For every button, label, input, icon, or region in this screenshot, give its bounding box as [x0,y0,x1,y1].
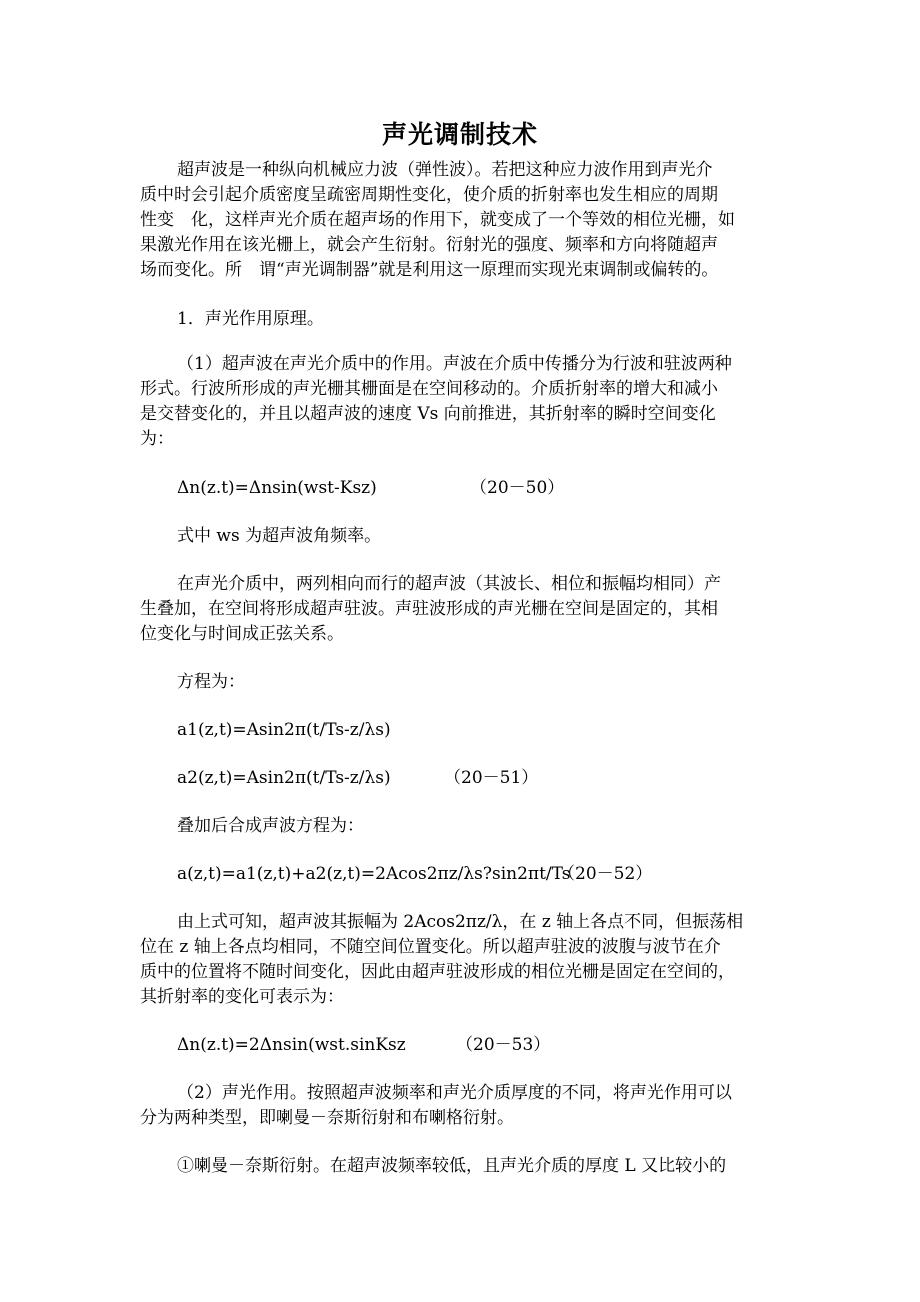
intro-line-2: 质中时会引起介质密度呈疏密周期性变化，使介质的折射率也发生相应的周期 [140,185,718,205]
para2-line-3: 位变化与时间成正弦关系。 [140,624,344,644]
para5-line-1: ①喇曼－奈斯衍射。在超声波频率较低，且声光介质的厚度 L 又比较小的 [177,1156,727,1176]
para1-line-1: （1）超声波在声光介质中的作用。声波在介质中传播分为行波和驻波两种 [177,354,732,374]
equation-a1: a1(z,t)=Asin2π(t/Ts-z/λs) [177,720,391,740]
intro-line-4: 果激光作用在该光栅上，就会产生衍射。衍射光的强度、频率和方向将随超声 [140,235,718,255]
para3-line-1: 由上式可知，超声波其振幅为 2Acos2πz/λ，在 z 轴上各点不同，但振荡相 [177,912,744,932]
para2-line-1: 在声光介质中，两列相向而行的超声波（其波长、相位和振幅均相同）产 [177,574,721,594]
equation-label: 方程为： [177,672,245,692]
intro-line-1: 超声波是一种纵向机械应力波（弹性波）。若把这种应力波作用到声光介 [177,160,713,180]
intro-line-5: 场而变化。所 谓“声光调制器”就是利用这一原理而实现光束调制或偏转的。 [140,260,719,280]
para3-line-2: 位在 z 轴上各点均相同，不随空间位置变化。所以超声驻波的波腹与波节在介 [140,937,721,957]
equation-number-20-52: （20－52） [558,864,653,884]
superpose-label: 叠加后合成声波方程为： [177,816,364,836]
equation-20-50: Δn(z.t)=Δnsin(wst-Ksz) [177,478,377,498]
para1-line-3: 是交替变化的，并且以超声波的速度 Vs 向前推进，其折射率的瞬时空间变化 [140,404,716,424]
section-heading: 1．声光作用原理。 [177,309,324,329]
para4-line-1: （2）声光作用。按照超声波频率和声光介质厚度的不同，将声光作用可以 [177,1083,732,1103]
intro-line-3: 性变 化，这样声光介质在超声场的作用下，就变成了一个等效的相位光栅，如 [140,210,735,230]
para1-line-4: 为： [140,429,174,449]
ws-note: 式中 ws 为超声波角频率。 [177,526,382,546]
para3-line-4: 其折射率的变化可表示为： [140,987,344,1007]
para3-line-3: 质中的位置将不随时间变化，因此由超声驻波形成的相位光栅是固定在空间的， [140,962,735,982]
para1-line-2: 形式。行波所形成的声光栅其栅面是在空间移动的。介质折射率的增大和减小 [140,379,718,399]
equation-number-20-51: （20－51） [444,768,539,788]
equation-number-20-50: （20－50） [470,478,565,498]
equation-20-51: a2(z,t)=Asin2π(t/Ts-z/λs) [177,768,391,788]
page-title: 声光调制技术 [381,120,538,149]
equation-20-53: Δn(z.t)=2Δnsin(wst.sinKsz [177,1035,406,1055]
equation-20-52: a(z,t)=a1(z,t)+a2(z,t)=2Acos2πz/λs?sin2πt/Ts [177,864,571,884]
para4-line-2: 分为两种类型，即喇曼－奈斯衍射和布喇格衍射。 [140,1108,514,1128]
para2-line-2: 生叠加，在空间将形成超声驻波。声驻波形成的声光栅在空间是固定的，其相 [140,599,718,619]
equation-number-20-53: （20－53） [456,1035,551,1055]
